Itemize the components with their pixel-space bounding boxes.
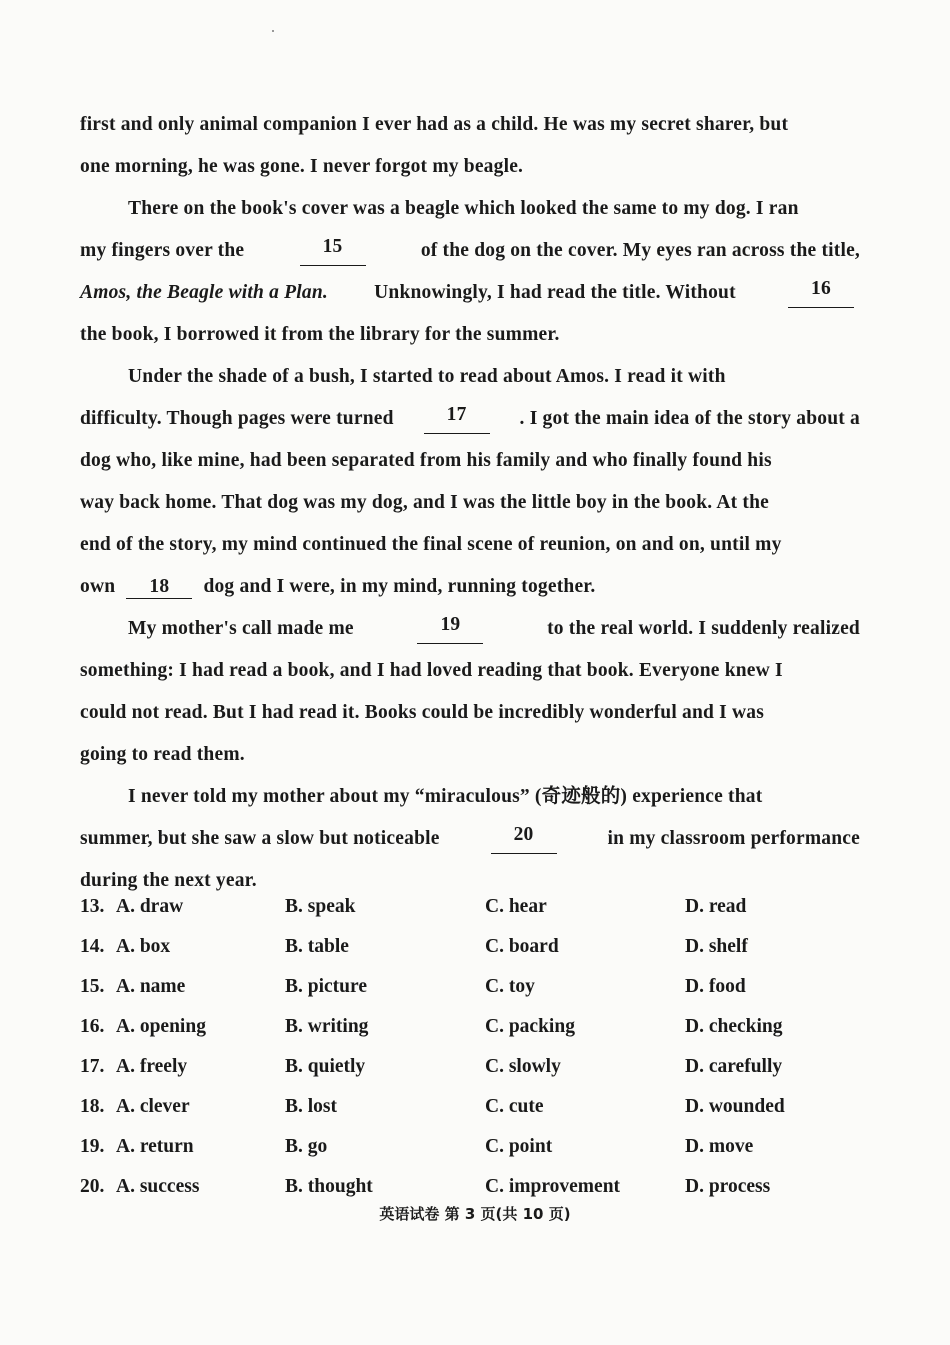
option-c: C. hear <box>485 896 547 917</box>
option-d: D. move <box>685 1136 754 1157</box>
question-row <box>80 1092 880 1122</box>
book-title: Amos, the Beagle with a Plan. <box>80 282 328 303</box>
question-row <box>80 1012 880 1042</box>
option-d: D. wounded <box>685 1096 785 1117</box>
passage-line: my fingers over the 15 of the dog on the cover. My eyes ran across the title, <box>80 236 860 266</box>
blank-20: 20 <box>491 824 557 854</box>
option-c: C. toy <box>485 976 535 997</box>
passage-line: the book, I borrowed it from the library for the summer. <box>80 324 560 345</box>
question-number: 13. <box>80 896 105 917</box>
question-row <box>80 892 880 922</box>
option-c: C. point <box>485 1136 553 1157</box>
option-b: B. table <box>285 936 349 957</box>
passage-line: My mother's call made me 19 to the real world. I suddenly realized <box>128 614 860 644</box>
question-number: 15. <box>80 976 105 997</box>
blank-16: 16 <box>788 278 854 308</box>
option-b: B. thought <box>285 1176 373 1197</box>
page-footer: 英语试卷 第 3 页(共 10 页) <box>379 1205 571 1223</box>
option-b: B. lost <box>285 1096 338 1117</box>
option-c: C. packing <box>485 1016 575 1037</box>
passage-line: I never told my mother about my “miraculous” (奇迹般的) experience that <box>128 786 763 807</box>
passage-line: summer, but she saw a slow but noticeable 20 in my classroom performance <box>80 824 860 854</box>
blank-19: 19 <box>417 614 483 644</box>
question-row <box>80 932 880 962</box>
question-number: 19. <box>80 1136 105 1157</box>
question-number: 20. <box>80 1176 105 1197</box>
question-row <box>80 972 880 1002</box>
question-number: 16. <box>80 1016 105 1037</box>
scan-speck <box>272 30 274 32</box>
option-d: D. process <box>685 1176 771 1197</box>
option-b: B. quietly <box>285 1056 366 1077</box>
option-d: D. food <box>685 976 746 997</box>
option-c: C. improvement <box>485 1176 621 1197</box>
option-b: B. picture <box>285 976 367 997</box>
option-a: A. name <box>116 976 186 997</box>
passage-line: could not read. But I had read it. Books could be incredibly wonderful and I was <box>80 702 765 723</box>
passage-line: one morning, he was gone. I never forgot my beagle. <box>80 156 524 177</box>
passage-line: Amos, the Beagle with a Plan. Unknowingly, I had read the title. Without 16 <box>80 278 860 308</box>
passage-line: Under the shade of a bush, I started to read about Amos. I read it with <box>128 366 726 387</box>
question-row <box>80 1052 880 1082</box>
passage-line: something: I had read a book, and I had loved reading that book. Everyone knew I <box>80 660 783 681</box>
passage-line: way back home. That dog was my dog, and I was the little boy in the book. At the <box>80 492 770 513</box>
passage-line: during the next year. <box>80 870 257 891</box>
option-a: A. draw <box>116 896 184 917</box>
option-a: A. return <box>116 1136 194 1157</box>
option-a: A. success <box>116 1176 200 1197</box>
option-b: B. go <box>285 1136 328 1157</box>
option-c: C. cute <box>485 1096 544 1117</box>
passage-line: There on the book's cover was a beagle which looked the same to my dog. I ran <box>128 198 799 219</box>
option-d: D. carefully <box>685 1056 783 1077</box>
passage-line: own 18 dog and I were, in my mind, running together. <box>80 576 596 597</box>
passage-line: dog who, like mine, had been separated from his family and who finally found his <box>80 450 772 471</box>
passage-line: going to read them. <box>80 744 245 765</box>
question-number: 14. <box>80 936 105 957</box>
option-c: C. board <box>485 936 559 957</box>
blank-17: 17 <box>424 404 490 434</box>
question-row <box>80 1132 880 1162</box>
option-a: A. freely <box>116 1056 188 1077</box>
option-c: C. slowly <box>485 1056 561 1077</box>
option-d: D. shelf <box>685 936 748 957</box>
question-row <box>80 1172 880 1202</box>
option-b: B. writing <box>285 1016 369 1037</box>
option-a: A. opening <box>116 1016 206 1037</box>
passage-line: difficulty. Though pages were turned 17 . I got the main idea of the story about a <box>80 404 860 434</box>
option-a: A. box <box>116 936 171 957</box>
option-d: D. checking <box>685 1016 783 1037</box>
option-b: B. speak <box>285 896 356 917</box>
passage-line: end of the story, my mind continued the final scene of reunion, on and on, until my <box>80 534 782 555</box>
blank-18: 18 <box>126 576 192 599</box>
question-number: 18. <box>80 1096 105 1117</box>
blank-15: 15 <box>300 236 366 266</box>
option-a: A. clever <box>116 1096 190 1117</box>
passage-line: first and only animal companion I ever had as a child. He was my secret sharer, but <box>80 114 789 135</box>
question-number: 17. <box>80 1056 105 1077</box>
option-d: D. read <box>685 896 747 917</box>
